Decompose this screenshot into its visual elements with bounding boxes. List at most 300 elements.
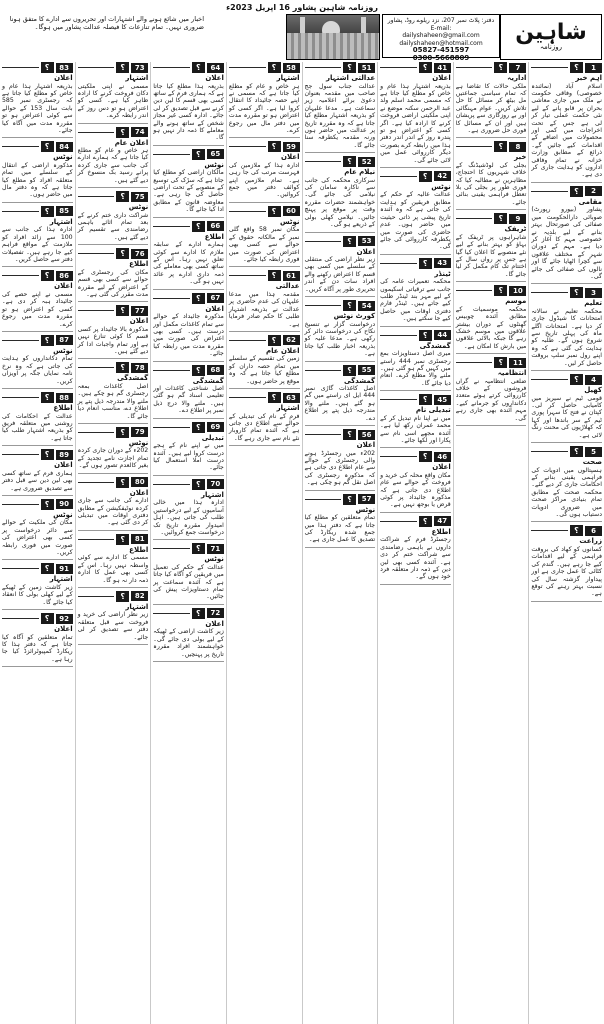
item-divider [380,326,451,327]
item-title: گمشدگی [192,376,224,385]
column [377,62,453,1024]
item-title: اعلان [281,153,300,162]
item-body: تمام دکانداروں کو ہدایت کی جاتی ہے کہ وہ نرخ نامہ نمایاں جگہ پر آویزاں کریں۔ [2,355,73,385]
item-header [2,613,73,624]
header-rule [229,211,266,212]
masthead-date-line: روزنامہ شاہین پشاور 16 اپریل 2023ء [226,2,378,12]
item-title: اشتہار [49,217,73,226]
item-number: 89 [56,450,73,460]
item-body: تمام متعلقین کو مطلع کیا جاتا ہے کہ دفتر ہذا میں جمع شدہ ریکارڈ کی تصدیق کا عمل جاری ہے۔ [304,514,376,544]
item-number: 76 [131,249,148,259]
header-rule [2,504,39,505]
header-rule [153,226,190,227]
item-number: 7 [509,63,526,73]
ornament-icon: ؟ [192,149,205,160]
item-number: 8 [509,142,526,152]
header-rule [531,292,568,293]
ornament-icon: ؟ [192,293,205,304]
ornament-icon: ؟ [343,156,356,167]
item-body: عدالت جناب سول جج صاحب میں مقدمہ بعنوان دعویٰ برائے اعلامیہ زیر سماعت ہے۔ مدعا علیہان کو بذریعہ اشتہار مطلع کیا جاتا ہے کہ وہ مقررہ تاریخ پر عدالت میں حاضر ہوں ورنہ مقدمہ یکطرفہ سنا جائے گا۔ [304,82,376,149]
item-number: 63 [283,393,300,403]
item-number: 74 [131,127,148,137]
ornament-icon: ؟ [494,357,507,368]
item-title: اعلان عام [266,346,300,355]
item-header [78,191,149,202]
office-address: دفتر: پلاٹ نمبر 207، نزد ریلوے روڈ، پشاور [387,17,495,24]
item-divider [2,202,73,203]
header-rule [78,310,115,311]
header-rule [305,434,342,435]
item-divider [78,358,149,359]
columns-container [0,62,604,1024]
item-header [78,534,149,545]
item-divider [2,666,73,667]
header-rule [78,67,115,68]
header-rule [153,427,190,428]
ornament-icon: ؟ [419,258,432,269]
classified-item [380,516,451,585]
item-divider [380,254,451,255]
item-divider [153,661,224,662]
item-divider [531,283,602,284]
item-title: کورٹ نوٹس [333,312,376,321]
header-rule [456,290,493,291]
classified-item [78,191,149,245]
item-title: عدالتی [275,282,300,291]
item-title: گمشدگی [117,374,149,383]
item-body: بجلی کی لوڈشیڈنگ کے خلاف شہریوں کا احتجاج، مظاہرین نے مطالبہ کیا کہ فوری طور پر بجلی کی بلا تعطل فراہمی یقینی بنائی جائے۔ [455,161,527,206]
item-body: شاہراہوں پر ٹریفک کے بہاؤ کو بہتر بنانے کے لیے نئے منصوبے کا اعلان کیا گیا ہے جس پر رواں سال کے اختتام تک کام مکمل کر لیا جائے گا۔ [455,233,527,278]
ornament-icon: ؟ [570,525,583,536]
header-rule [531,379,568,380]
item-header [305,156,376,167]
ornament-icon: ؟ [116,427,129,438]
item-divider [2,266,73,267]
item-number: 70 [207,479,224,489]
item-header [78,62,149,73]
item-title: نوٹس [204,160,224,169]
item-body: مذکورہ اراضی کے انتقال کے سلسلے میں تمام متعلقہ افراد کو مطلع کیا جاتا ہے کہ وہ دفتر مال میں حاضر ہوں۔ [2,161,73,199]
item-title: اعلان [54,282,73,291]
classified-item [153,543,224,605]
header-rule [153,298,190,299]
item-header [305,494,376,505]
item-body: زیر کاشت زمین کے ٹھیکے کے لیے کھلی بولی کا انعقاد کیا جائے گا۔ [2,583,73,606]
masthead [0,0,604,62]
header-rule [78,367,115,368]
item-divider [456,281,527,282]
item-number: 46 [434,452,451,462]
classified-item [456,357,527,426]
header-rule [153,67,190,68]
item-body: تمام متعلقین کو آگاہ کیا جاتا ہے کہ دفتر ہذا کا ریکارڈ کمپیوٹرائزڈ کیا جا رہا ہے۔ [2,633,73,663]
header-rule [229,340,266,341]
classified-item [2,206,73,268]
header-rule [229,275,266,276]
ornament-icon: ؟ [494,213,507,224]
email-label: E-mail: [430,24,452,32]
item-body: ہماری فرم کے ساتھ کسی بھی لین دین سے قبل دفتر سے تصدیق ضروری ہے۔ [2,469,73,492]
item-header [229,270,300,281]
ornament-icon: ؟ [116,477,129,488]
item-body: میں نے اپنا نام تبدیل کر کے محمد عمران رکھ لیا ہے۔ آئندہ مجھے اسی نام سے پکارا اور لکھا جائے۔ [380,414,451,444]
ornament-icon: ؟ [419,394,432,405]
item-number: 57 [358,494,375,504]
item-divider [78,644,149,645]
item-divider [305,361,376,362]
item-number: 61 [283,271,300,281]
item-header [380,394,451,405]
classified-item [78,427,149,474]
item-title: مقامی [578,197,602,206]
item-title: گمشدگی [419,341,451,350]
ornament-icon: ؟ [41,499,54,510]
item-header [153,221,224,232]
classified-item [229,62,300,138]
item-title: نوٹس [53,346,73,355]
classified-item [2,335,73,389]
item-divider [305,490,376,491]
classified-item [305,62,376,153]
header-rule [78,253,115,254]
item-header [531,186,602,197]
item-header [78,477,149,488]
item-divider [229,266,300,267]
item-number: 53 [358,236,375,246]
ornament-icon: ؟ [41,206,54,217]
masthead-disclaimer: اخبار میں شائع ہونے والے اشتہارات اور تحریروں سے ادارے کا متفق ہونا ضروری نہیں۔ تمام تنازعات کا فیصلہ عدالت پشاور میں ہوگا۔ [9,15,204,31]
header-rule [531,67,568,68]
ornament-icon: ؟ [41,141,54,152]
item-header [456,285,527,296]
item-divider [153,418,224,419]
header-rule [153,484,190,485]
classified-item [153,149,224,218]
header-rule [305,499,342,500]
item-body: زیر کاشت اراضی کے ٹھیکہ کے لیے بولی دی جائے گی۔ خواہشمند افراد مقررہ تاریخ پر پہنچیں۔ [153,628,224,658]
classified-item [153,365,224,419]
item-divider [456,425,527,426]
item-body: شراکت داری ختم کرنے کے بعد تمام اثاثے باہمی رضامندی سے تقسیم کر دیے گئے ہیں۔ [77,211,149,241]
item-header [78,305,149,316]
item-header [153,608,224,619]
item-body: مکان واقع محلہ کی خرید و فروخت کے حوالے سے عام اطلاع دی جاتی ہے کہ مذکورہ جائیداد پر کوئی قرض یا بوجھ نہیں ہے۔ [380,471,451,509]
header-rule [229,67,266,68]
item-body: ضلعی انتظامیہ نے گراں فروشوں کے خلاف کارروائی کرتے ہوئے متعدد دکانداروں کو جرمانے کیے۔ مہم آئندہ بھی جاری رہے گی۔ [455,377,527,422]
item-header [380,516,451,527]
ornament-icon: ؟ [343,236,356,247]
item-divider [2,609,73,610]
ornament-icon: ؟ [570,62,583,73]
item-body: قومی ٹیم نے سیریز میں کامیابی حاصل کر لی۔ کپتان نے فتح کا سہرا پوری ٹیم کے سر باندھا اور کہا کہ کھلاڑیوں کی محنت رنگ لائی ہے۔ [531,394,602,439]
item-body: پشاور (بیورو رپورٹ) صوبائی دارالحکومت میں صفائی کی صورتحال بہتر بنانے کے لیے بلدیہ نے خصوصی مہم کا آغاز کر دیا ہے۔ مہم کے دوران شہر کے مختلف علاقوں سے کچرا اٹھایا جائے گا اور نالوں کی صفائی کی جائے گی۔ [531,206,602,280]
ornament-icon: ؟ [419,330,432,341]
item-number: 66 [207,221,224,231]
header-rule [380,399,417,400]
item-number: 9 [509,214,526,224]
item-header [531,525,602,536]
item-title: اعلان [205,619,224,628]
item-body: رجسٹرڈ فرم کے شراکت داروں نے باہمی رضامندی سے شراکت ختم کر دی ہے۔ آئندہ کسی بھی لین دین کے ذمہ دار متعلقہ فرد خود ہوں گے۔ [380,536,451,581]
ornament-icon: ؟ [41,613,54,624]
classified-item [380,330,451,392]
item-header [305,300,376,311]
item-header [78,248,149,259]
item-header [78,127,149,138]
item-title: کھیل [584,386,602,395]
item-number: 82 [131,591,148,601]
item-divider [153,145,224,146]
item-header [380,62,451,73]
item-body: ادارہ ہذا کے ملازمین کی فہرست مرتب کی جا رہی ہے۔ تمام ملازمین اپنے کوائف دفتر میں جمع کروائیں۔ [228,161,300,199]
ornament-icon: ؟ [192,543,205,554]
item-header [229,392,300,403]
item-body: کسانوں کو کھاد کی بروقت فراہمی کے لیے اقدامات کیے جا رہے ہیں۔ گندم کی کٹائی کا عمل جاری ہے اور پیداوار گزشتہ سال کی نسبت بہتر رہنے کی توقع ہے۔ [531,545,602,598]
newspaper-logo [500,14,602,60]
classified-item [78,127,149,189]
item-number: 69 [207,422,224,432]
item-number: 54 [358,301,375,311]
ornament-icon: ؟ [343,365,356,376]
item-title: نوٹس [53,153,73,162]
item-title: نوٹس [431,182,451,191]
ornament-icon: ؟ [192,479,205,490]
item-title: نوٹس [128,438,149,447]
header-rule [456,218,493,219]
ornament-icon: ؟ [268,141,281,152]
header-rule [229,146,266,147]
item-title: انتظامیہ [497,369,527,378]
item-divider [78,530,149,531]
item-number: 91 [56,564,73,574]
header-rule [531,191,568,192]
classified-item [78,534,149,588]
item-body: میری اصل دستاویزات بمع رجسٹری نمبر 444 راستے میں کہیں گم ہو گئی ہیں۔ ملنے والا مطلع کرے۔ انعام دیا جائے گا۔ [380,350,451,387]
item-body: ہر خاص و عام کو مطلع کیا جاتا ہے کہ ہمارے ادارے کی جانب سے جاری کردہ پرانے رسید بک منسوخ کر دیے گئے ہیں۔ [77,147,149,184]
item-divider [78,301,149,302]
item-header [153,543,224,554]
classified-item [456,213,527,282]
ornament-icon: ؟ [41,62,54,73]
item-title: اشتہار [276,74,300,82]
classified-item [456,141,527,210]
item-divider [153,361,224,362]
header-rule [78,482,115,483]
item-number: 1 [585,63,602,73]
item-title: خبر [514,153,527,162]
item-title: ٹینڈر [434,269,451,278]
item-header [2,392,73,403]
header-rule [2,568,39,569]
item-header [78,591,149,602]
item-title: اعلان [54,625,73,634]
item-title: نوٹس [355,505,376,514]
classified-item [380,62,451,168]
item-body: مکان کی ملکیت کے حوالے سے دائر درخواست پر کسی بھی اعتراض کی صورت میں فوری رابطہ کریں۔ [2,519,73,557]
item-divider [153,475,224,476]
classified-item [78,248,149,302]
classified-item [531,374,602,443]
classified-item [153,62,224,146]
classified-item [531,287,602,371]
item-divider [229,445,300,446]
column [226,62,302,1024]
item-divider [2,559,73,560]
item-divider [380,447,451,448]
item-body: ادارہ ہذا کی جانب سے 100 سے زائد افراد کو ملازمت کے مواقع فراہم کیے جا رہے ہیں۔ تفصیلات دفتر سے حاصل کریں۔ [2,226,73,263]
item-header [380,451,451,462]
ornament-icon: ؟ [192,608,205,619]
header-rule [380,456,417,457]
header-rule [380,67,417,68]
item-header [305,365,376,376]
ornament-icon: ؟ [419,516,432,527]
ornament-icon: ؟ [268,335,281,346]
item-body: زیر نظر اراضی کی خرید و فروخت سے قبل متعلقہ دفتر سے تصدیق کر لی جائے۔ [77,611,149,641]
item-divider [380,390,451,391]
ornament-icon: ؟ [116,534,129,545]
item-number: 83 [56,63,73,73]
logo-title: شاہین [515,20,587,45]
item-divider [153,217,224,218]
item-divider [305,232,376,233]
classified-item [305,494,376,548]
item-header [456,141,527,152]
item-title: اعلان [205,74,224,82]
item-number: 80 [131,477,148,487]
item-number: 84 [56,142,73,152]
item-title: اطلاع [53,404,73,413]
item-number: 64 [207,63,224,73]
item-title: اشتہار [125,602,149,611]
item-divider [305,425,376,426]
item-number: 68 [207,365,224,375]
item-body: اصل کاغذات گاڑی نمبر 444 ایل ای راستے میں گم ہو گئے ہیں۔ ملنے والا مندرجہ ذیل پتے پر اطلاع دے۔ [304,385,376,422]
item-title: نوٹس [279,217,300,226]
item-header [2,206,73,217]
item-number: 2 [585,186,602,196]
item-number: 4 [585,375,602,385]
item-title: نوٹس [128,203,149,212]
classified-item [531,525,602,601]
item-divider [531,182,602,183]
item-body: ہسپتالوں میں ادویات کی فراہمی یقینی بنانے کے احکامات جاری کر دیے گئے۔ محکمہ صحت کے مطابق تمام بنیادی مراکز صحت میں ضروری ادویات دستیاب ہوں گی۔ [531,466,602,518]
classified-item [2,613,73,667]
ornament-icon: ؟ [116,62,129,73]
classified-item [153,479,224,541]
item-header [456,62,527,73]
item-number: 43 [434,258,451,268]
header-rule [153,613,190,614]
item-header [153,62,224,73]
ornament-icon: ؟ [570,287,583,298]
classified-item [78,305,149,359]
ornament-icon: ؟ [570,446,583,457]
item-header [2,335,73,346]
classified-item [456,62,527,138]
ornament-icon: ؟ [41,563,54,574]
classified-item [78,591,149,645]
item-number: 87 [56,335,73,345]
item-divider [78,587,149,588]
classified-item [380,171,451,255]
item-divider [229,202,300,203]
header-rule [78,132,115,133]
item-header [305,236,376,247]
item-title: اعلان [356,247,376,256]
header-rule [153,154,190,155]
item-title: تعلیم [584,299,602,308]
item-title: اعلان [432,463,451,472]
item-divider [2,137,73,138]
item-number: 86 [56,271,73,281]
header-rule [2,340,39,341]
item-body: محکمہ تعمیرات عامہ کی جانب سے ترقیاتی اسکیموں کے لیے مہر بند ٹینڈر طلب کیے جاتے ہیں۔ ٹینڈر فارم دفتری اوقات میں حاصل کیے جا سکتے ہیں۔ [380,278,451,323]
header-rule [2,146,39,147]
item-header [305,62,376,73]
item-body: درخواست گزار نے تنسیخ نکاح کی درخواست دائر کر رکھی ہے۔ مدعا علیہ کو بذریعہ اخبار طلب کیا جاتا ہے۔ [304,320,376,358]
header-rule [531,451,568,452]
ornament-icon: ؟ [494,62,507,73]
item-body: مسمی نے اپنے حصے کی جائیداد ہبہ کر دی ہے۔ کسی کو اعتراض ہو تو مقررہ مدت میں رجوع کرے۔ [2,290,73,328]
header-rule [78,432,115,433]
ornament-icon: ؟ [41,392,54,403]
ornament-icon: ؟ [41,335,54,346]
item-divider [531,370,602,371]
ornament-icon: ؟ [494,285,507,296]
item-divider [305,547,376,548]
item-title: اطلاع [204,232,224,241]
ornament-icon: ؟ [192,221,205,232]
item-body: مکان نمبر 58 واقع گلی نمبر کے مالکانہ حقوق کے حوالے سے کسی بھی اعتراض کی صورت میں فوری رابطہ کیا جائے۔ [228,226,300,263]
item-body: مسمی نے اپنی ملکیتی دکان فروخت کرنے کا ارادہ ظاہر کیا ہے۔ کسی کو اعتراض ہو تو دس روز کے اندر رابطہ کرے۔ [77,82,149,120]
item-title: گمشدگی [344,376,376,385]
classified-item [380,394,451,448]
item-body: عدالت کے حکم کی تعمیل میں فریقین کو آگاہ کیا جاتا ہے کہ آئندہ سماعت پر تمام دستاویزات پیش کی جائیں۔ [153,563,224,601]
item-number: 41 [434,63,451,73]
item-title: نیلام عام [344,168,376,177]
header-rule [153,548,190,549]
item-header [2,62,73,73]
item-title: عدالتی اشتہار [325,74,376,82]
header-rule [2,67,39,68]
ornament-icon: ؟ [494,141,507,152]
classified-item [229,270,300,332]
classified-item [2,449,73,496]
classified-item [305,365,376,427]
classified-item [78,477,149,531]
ornament-icon: ؟ [116,591,129,602]
column [150,62,226,1024]
item-title: اشتہار [276,404,300,413]
item-body: 202ء میں رجسٹرڈ ہونے والی رجسٹری کے حوالے سے عام اطلاع دی جاتی ہے کہ مذکورہ رجسٹری کی اصل نقل گم ہو چکی ہے۔ [304,449,376,487]
item-divider [305,152,376,153]
ornament-icon: ؟ [116,248,129,259]
item-header [2,270,73,281]
item-title: اطلاع [431,527,451,536]
item-number: 5 [585,447,602,457]
item-title: اطلاع [129,260,149,269]
ornament-icon: ؟ [192,365,205,376]
classified-item [2,563,73,610]
header-rule [305,241,342,242]
item-divider [456,137,527,138]
header-rule [380,521,417,522]
item-header [153,149,224,160]
header-rule [456,362,493,363]
item-header [153,293,224,304]
item-body: اصل کاغذات بمعہ رجسٹری گم ہو چکے ہیں۔ ملنے والا مندرجہ ذیل پتے پر اطلاع دے، مناسب انعام دیا جائے گا۔ [77,382,149,420]
